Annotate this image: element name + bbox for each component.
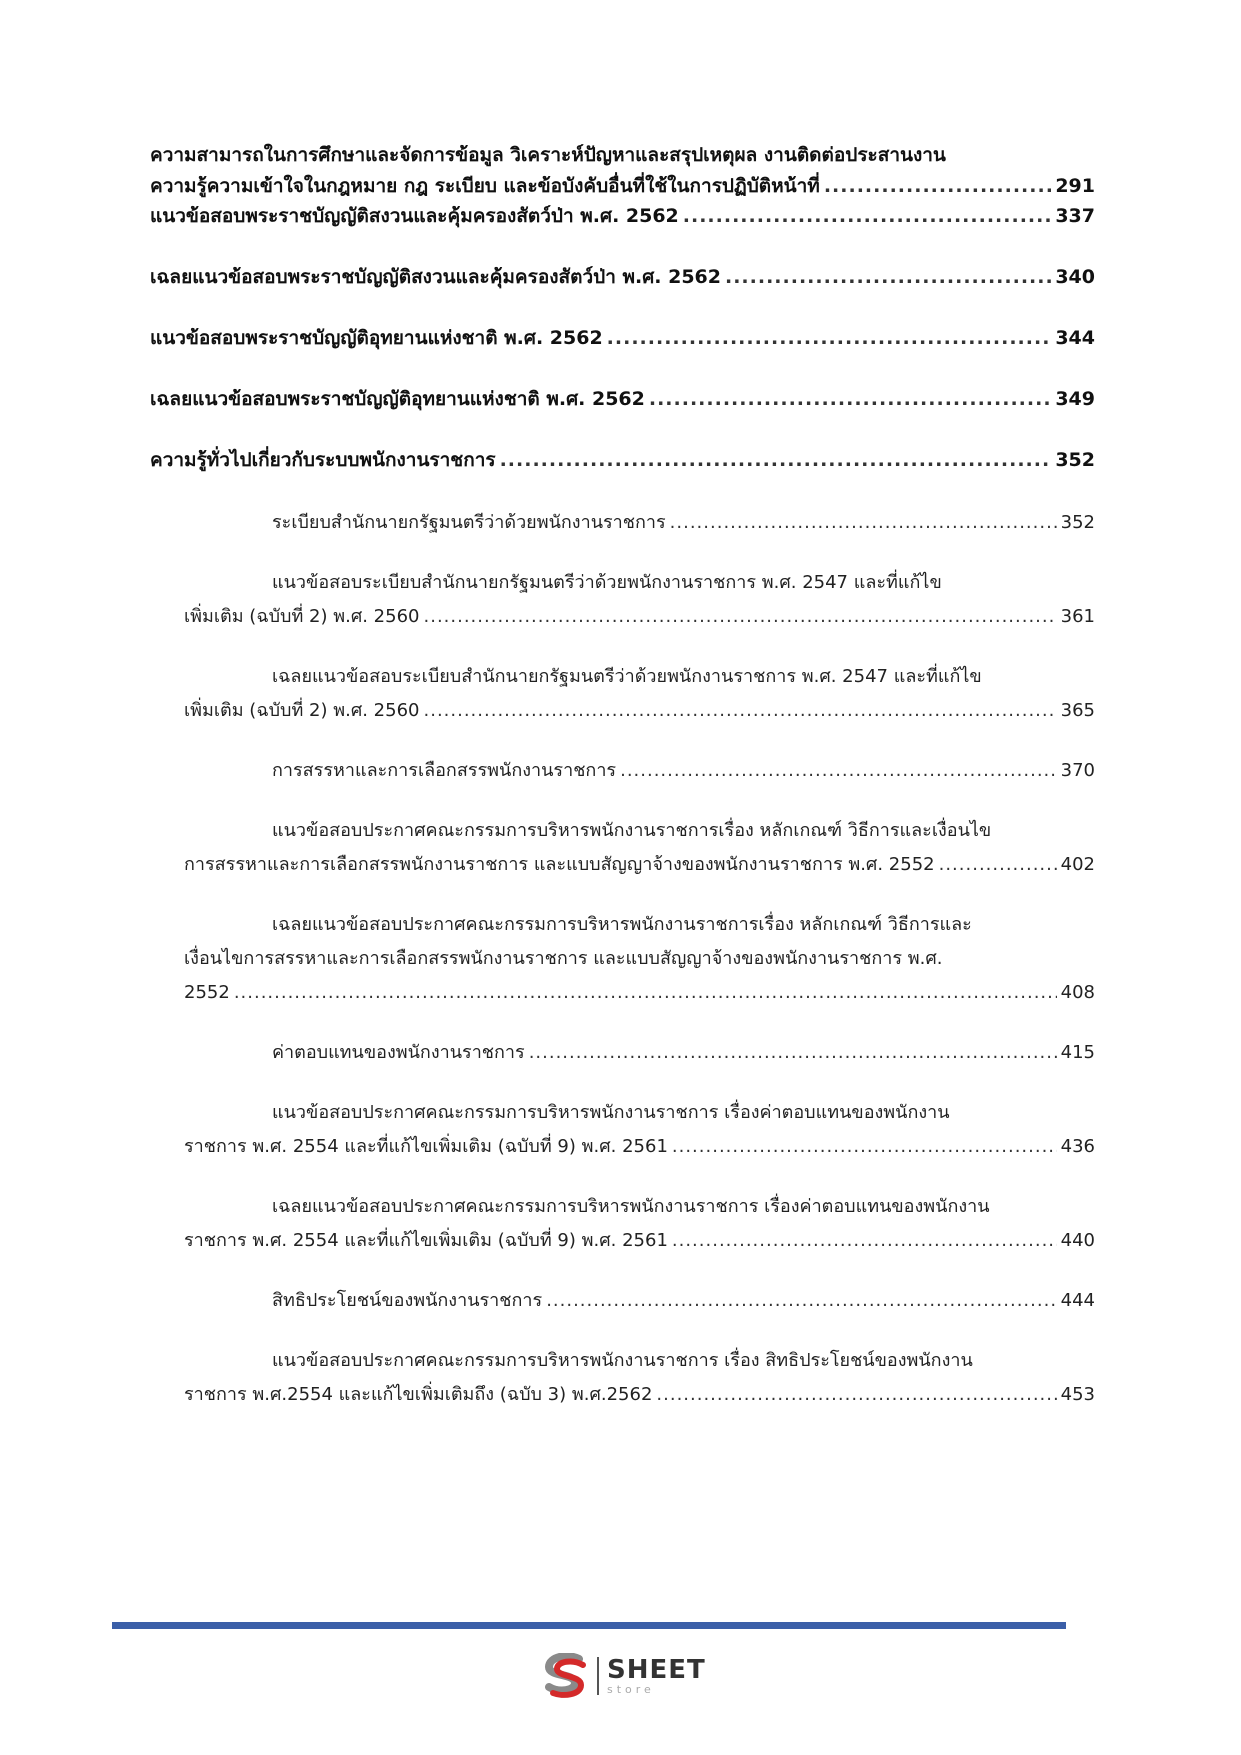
toc-entry-main [150,140,1095,197]
toc-leader-dots [234,976,1057,1010]
toc-entry-title: แนวข้อสอบพระราชบัญญัติสงวนและคุ้มครองสัตว์ป่า พ.ศ. 2562 [150,205,679,227]
toc-leader-dots [424,600,1057,634]
toc-entry-title-line: ความสามารถในการศึกษาและจัดการข้อมูล วิเคราะห์ปัญหาและสรุปเหตุผล งานติดต่อประสานงาน [150,144,946,166]
footer-divider [112,1622,1066,1629]
toc-leader-dots [649,384,1051,415]
toc-page-number: 436 [1060,1136,1095,1157]
toc-page-number: 408 [1060,982,1095,1003]
toc-leader-dots [939,848,1057,882]
toc-page-number: 402 [1060,854,1095,875]
toc-entry-line [150,1378,1095,1412]
toc-leader-dots [607,323,1052,354]
toc-page-number: 415 [1060,1042,1095,1063]
toc-entry-sub [150,660,1095,728]
toc-entry-title: เพิ่มเติม (ฉบับที่ 2) พ.ศ. 2560 [184,700,420,721]
toc-entry-title-line: แนวข้อสอบประกาศคณะกรรมการบริหารพนักงานราชการ เรื่องค่าตอบแทนของพนักงาน [272,1102,950,1123]
toc-entry-sub [150,566,1095,634]
logo-text [607,1657,706,1695]
toc-entry-title: 2552 [184,982,230,1003]
toc-entry-line [150,1284,1095,1318]
logo-sub-text: store [607,1683,655,1696]
toc-entry-title: เพิ่มเติม (ฉบับที่ 2) พ.ศ. 2560 [184,606,420,627]
toc-entry-line [150,600,1095,634]
toc-page-number: 453 [1060,1384,1095,1405]
toc-entry-sub [150,1190,1095,1258]
toc-entry-title: สิทธิประโยชน์ของพนักงานราชการ [272,1290,543,1311]
toc-page-number: 370 [1060,760,1095,781]
logo-divider [597,1657,599,1695]
toc-entry-title: แนวข้อสอบพระราชบัญญัติอุทยานแห่งชาติ พ.ศ. 2562 [150,327,603,349]
toc-entry-line [150,1036,1095,1070]
toc-leader-dots [656,1378,1056,1412]
toc-entry-line [150,201,1095,232]
toc-entry-title: ความรู้ความเข้าใจในกฎหมาย กฎ ระเบียบ และข้อบังคับอื่นที่ใช้ในการปฏิบัติหน้าที่ [150,175,820,197]
toc-entry-sub [150,1096,1095,1164]
toc-entry-line [150,384,1095,415]
toc-page-number: 291 [1055,175,1095,197]
toc-entry-title: ราชการ พ.ศ. 2554 และที่แก้ไขเพิ่มเติม (ฉบับที่ 9) พ.ศ. 2561 [184,1230,668,1251]
toc-leader-dots [725,262,1051,293]
sheet-store-s-logo-icon [539,1653,591,1699]
toc-page-number: 361 [1060,606,1095,627]
toc-page-number: 344 [1055,327,1095,349]
toc-entry-title: เฉลยแนวข้อสอบพระราชบัญญัติสงวนและคุ้มครองสัตว์ป่า พ.ศ. 2562 [150,266,721,288]
toc-entry-sub [150,1344,1095,1412]
toc-entry-title: การสรรหาและการเลือกสรรพนักงานราชการ และแบบสัญญาจ้างของพนักงานราชการ พ.ศ. 2552 [184,854,935,875]
toc-entry-title-line: แนวข้อสอบประกาศคณะกรรมการบริหารพนักงานราชการ เรื่อง สิทธิประโยชน์ของพนักงาน [272,1350,973,1371]
toc-entry-sub [150,754,1095,788]
toc-leader-dots [620,754,1057,788]
toc-leader-dots [424,694,1057,728]
toc-entry-line [150,754,1095,788]
toc-entry-line [150,976,1095,1010]
toc-entry-line [150,262,1095,293]
toc-page-number: 340 [1055,266,1095,288]
toc-leader-dots [546,1284,1056,1318]
sheet-store-logo [539,1653,706,1699]
toc-entry-title-line: เงื่อนไขการสรรหาและการเลือกสรรพนักงานราชการ และแบบสัญญาจ้างของพนักงานราชการ พ.ศ. [184,948,943,969]
toc-page-number: 444 [1060,1290,1095,1311]
toc-entry-line [150,445,1095,476]
toc-entry-title: ราชการ พ.ศ.2554 และแก้ไขเพิ่มเติมถึง (ฉบับ 3) พ.ศ.2562 [184,1384,653,1405]
toc-entry-main [150,262,1095,293]
toc-leader-dots [824,171,1052,202]
toc-entry-title: เฉลยแนวข้อสอบพระราชบัญญัติอุทยานแห่งชาติ พ.ศ. 2562 [150,388,645,410]
toc-entry-title-line: แนวข้อสอบประกาศคณะกรรมการบริหารพนักงานราชการเรื่อง หลักเกณฑ์ วิธีการและเงื่อนไข [272,820,992,841]
toc-entry-main [150,323,1095,354]
toc-entry-title: ระเบียบสำนักนายกรัฐมนตรีว่าด้วยพนักงานราชการ [272,512,666,533]
toc-entry-title: ค่าตอบแทนของพนักงานราชการ [272,1042,525,1063]
toc-page-number: 337 [1055,205,1095,227]
table-of-contents [150,140,1095,1438]
toc-entry-main [150,445,1095,476]
toc-entry-title: ราชการ พ.ศ. 2554 และที่แก้ไขเพิ่มเติม (ฉบับที่ 9) พ.ศ. 2561 [184,1136,668,1157]
toc-entry-line [150,694,1095,728]
toc-entry-line [150,848,1095,882]
toc-entry-title: การสรรหาและการเลือกสรรพนักงานราชการ [272,760,617,781]
toc-page-number: 365 [1060,700,1095,721]
toc-entry-main [150,201,1095,232]
toc-entry-line [150,1130,1095,1164]
toc-entry-line [150,171,1095,202]
toc-page-number: 352 [1055,449,1095,471]
toc-entry-title-line: เฉลยแนวข้อสอบประกาศคณะกรรมการบริหารพนักงานราชการ เรื่องค่าตอบแทนของพนักงาน [272,1196,990,1217]
logo-main-text: SHEET [607,1655,706,1685]
toc-entry-title-line: เฉลยแนวข้อสอบประกาศคณะกรรมการบริหารพนักงานราชการเรื่อง หลักเกณฑ์ วิธีการและ [272,914,972,935]
toc-entry-sub [150,814,1095,882]
toc-entry-sub [150,506,1095,540]
toc-leader-dots [683,201,1052,232]
toc-leader-dots [672,1130,1057,1164]
toc-leader-dots [670,506,1057,540]
toc-page-number: 349 [1055,388,1095,410]
toc-entry-main [150,384,1095,415]
toc-page-number: 352 [1060,512,1095,533]
toc-page-number: 440 [1060,1230,1095,1251]
toc-leader-dots [529,1036,1057,1070]
toc-leader-dots [672,1224,1057,1258]
toc-entry-sub [150,908,1095,1010]
toc-leader-dots [500,445,1052,476]
toc-entry-title-line: แนวข้อสอบระเบียบสำนักนายกรัฐมนตรีว่าด้วยพนักงานราชการ พ.ศ. 2547 และที่แก้ไข [272,572,942,593]
toc-entry-title: ความรู้ทั่วไปเกี่ยวกับระบบพนักงานราชการ [150,449,496,471]
toc-entry-line [150,506,1095,540]
toc-entry-line [150,323,1095,354]
toc-entry-sub [150,1036,1095,1070]
toc-entry-line [150,1224,1095,1258]
toc-entry-sub [150,1284,1095,1318]
toc-entry-title-line: เฉลยแนวข้อสอบระเบียบสำนักนายกรัฐมนตรีว่าด้วยพนักงานราชการ พ.ศ. 2547 และที่แก้ไข [272,666,982,687]
